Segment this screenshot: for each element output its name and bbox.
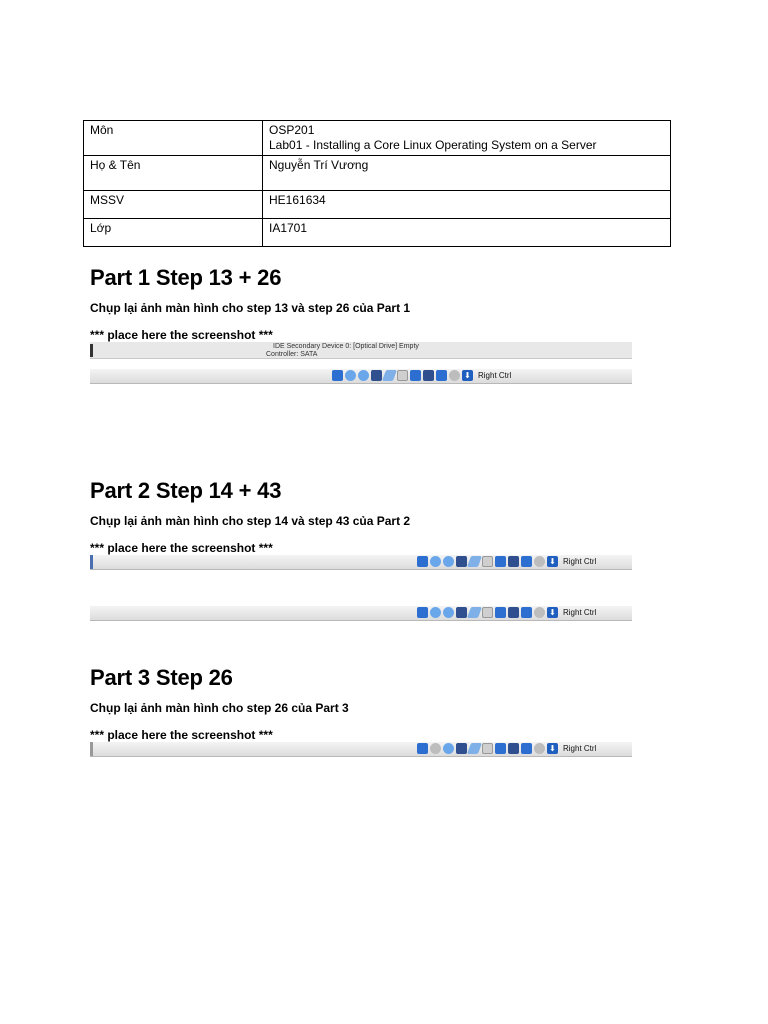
network-icon[interactable] bbox=[456, 743, 467, 754]
ide-device-text: IDE Secondary Device 0: [Optical Drive] Empty bbox=[273, 343, 419, 350]
shared-folder-icon[interactable] bbox=[482, 556, 493, 567]
recording-icon[interactable] bbox=[423, 370, 434, 381]
hdd-icon[interactable] bbox=[332, 370, 343, 381]
part1-subtitle: Chụp lại ảnh màn hình cho step 13 và step 26 của Part 1 bbox=[90, 301, 411, 315]
cd-icon[interactable] bbox=[430, 607, 441, 618]
cpu-icon[interactable] bbox=[521, 607, 532, 618]
display-icon[interactable] bbox=[495, 607, 506, 618]
shared-folder-icon[interactable] bbox=[482, 607, 493, 618]
hdd-icon[interactable] bbox=[417, 556, 428, 567]
vm-info-strip bbox=[90, 342, 632, 359]
shared-folder-icon[interactable] bbox=[482, 743, 493, 754]
class-value: IA1701 bbox=[263, 219, 671, 247]
host-key-label: Right Ctrl bbox=[563, 744, 597, 753]
part3-placeholder: *** place here the screenshot *** bbox=[90, 728, 273, 742]
host-key-label: Right Ctrl bbox=[563, 608, 597, 617]
vm-status-bar bbox=[90, 369, 632, 384]
cpu-icon[interactable] bbox=[436, 370, 447, 381]
recording-icon[interactable] bbox=[508, 607, 519, 618]
lab-title: Lab01 - Installing a Core Linux Operating System on a Server bbox=[269, 138, 597, 152]
subject-value bbox=[263, 121, 671, 156]
mouse-icon[interactable] bbox=[534, 743, 545, 754]
audio-icon[interactable] bbox=[358, 370, 369, 381]
info-table bbox=[83, 120, 671, 247]
network-icon[interactable] bbox=[371, 370, 382, 381]
host-key-label: Right Ctrl bbox=[563, 557, 597, 566]
keyboard-arrow-icon[interactable]: ⬇ bbox=[547, 607, 558, 618]
display-icon[interactable] bbox=[495, 743, 506, 754]
table-row bbox=[84, 219, 671, 247]
usb-icon[interactable] bbox=[467, 556, 482, 567]
network-icon[interactable] bbox=[456, 607, 467, 618]
part3-subtitle: Chụp lại ảnh màn hình cho step 26 của Part 3 bbox=[90, 701, 349, 715]
status-tray bbox=[417, 556, 596, 567]
host-key-label: Right Ctrl bbox=[478, 371, 512, 380]
cd-icon[interactable] bbox=[345, 370, 356, 381]
controller-text: Controller: SATA bbox=[266, 351, 318, 358]
audio-icon[interactable] bbox=[443, 556, 454, 567]
mouse-icon[interactable] bbox=[534, 607, 545, 618]
table-row bbox=[84, 121, 671, 156]
mouse-icon[interactable] bbox=[534, 556, 545, 567]
part1-placeholder: *** place here the screenshot *** bbox=[90, 328, 273, 342]
keyboard-arrow-icon[interactable]: ⬇ bbox=[547, 556, 558, 567]
usb-icon[interactable] bbox=[382, 370, 397, 381]
display-icon[interactable] bbox=[410, 370, 421, 381]
audio-icon[interactable] bbox=[443, 607, 454, 618]
keyboard-arrow-icon[interactable]: ⬇ bbox=[547, 743, 558, 754]
part2-subtitle: Chụp lại ảnh màn hình cho step 14 và step 43 của Part 2 bbox=[90, 514, 411, 528]
name-value: Nguyễn Trí Vương bbox=[263, 156, 671, 191]
display-icon[interactable] bbox=[495, 556, 506, 567]
class-label: Lớp bbox=[84, 219, 263, 247]
strip-edge bbox=[90, 344, 93, 357]
usb-icon[interactable] bbox=[467, 743, 482, 754]
recording-icon[interactable] bbox=[508, 743, 519, 754]
cd-icon[interactable] bbox=[430, 556, 441, 567]
vm-status-bar bbox=[90, 742, 632, 757]
strip-edge bbox=[90, 742, 93, 756]
table-row bbox=[84, 156, 671, 191]
recording-icon[interactable] bbox=[508, 556, 519, 567]
network-icon[interactable] bbox=[456, 556, 467, 567]
status-tray bbox=[417, 743, 596, 754]
course-code: OSP201 bbox=[269, 123, 315, 137]
part2-heading: Part 2 Step 14 + 43 bbox=[90, 478, 282, 503]
part2-placeholder: *** place here the screenshot *** bbox=[90, 541, 273, 555]
shared-folder-icon[interactable] bbox=[397, 370, 408, 381]
strip-edge bbox=[90, 555, 93, 569]
cpu-icon[interactable] bbox=[521, 556, 532, 567]
part1-heading: Part 1 Step 13 + 26 bbox=[90, 265, 282, 290]
status-tray bbox=[332, 370, 511, 381]
part3-heading: Part 3 Step 26 bbox=[90, 665, 233, 690]
vm-status-bar bbox=[90, 555, 632, 570]
audio-icon[interactable] bbox=[443, 743, 454, 754]
mouse-icon[interactable] bbox=[449, 370, 460, 381]
subject-label: Môn bbox=[84, 121, 263, 156]
name-label: Họ & Tên bbox=[84, 156, 263, 191]
cpu-icon[interactable] bbox=[521, 743, 532, 754]
student-id-label: MSSV bbox=[84, 191, 263, 219]
usb-icon[interactable] bbox=[467, 607, 482, 618]
status-tray bbox=[417, 607, 596, 618]
cd-icon[interactable] bbox=[430, 743, 441, 754]
vm-status-bar bbox=[90, 606, 632, 621]
hdd-icon[interactable] bbox=[417, 743, 428, 754]
table-row bbox=[84, 191, 671, 219]
hdd-icon[interactable] bbox=[417, 607, 428, 618]
student-id-value: HE161634 bbox=[263, 191, 671, 219]
keyboard-arrow-icon[interactable]: ⬇ bbox=[462, 370, 473, 381]
